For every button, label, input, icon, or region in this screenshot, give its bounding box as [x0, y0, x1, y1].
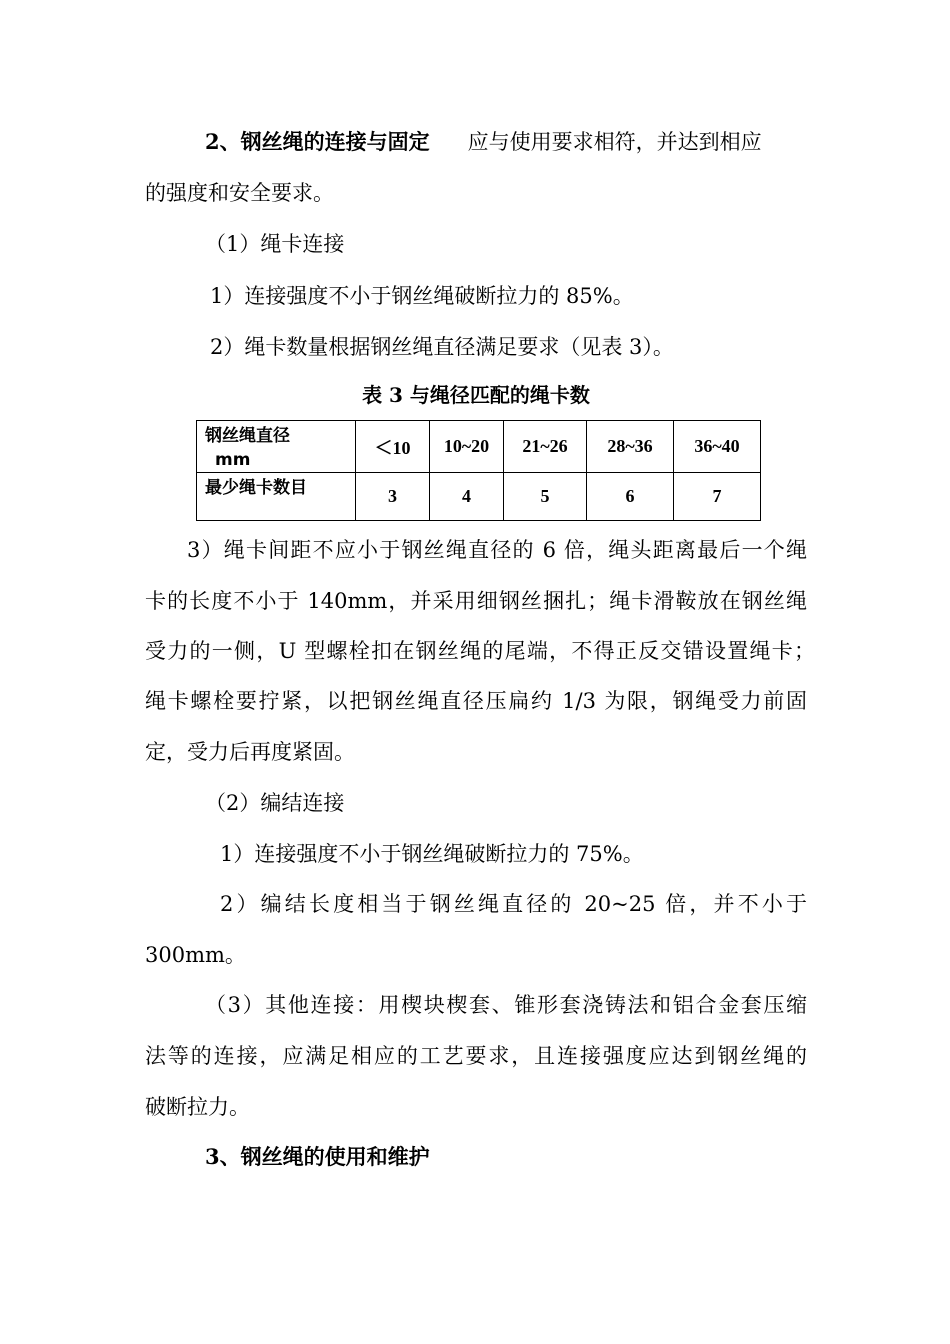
- section2-second-line: 的强度和安全要求。: [145, 181, 334, 205]
- clip-count-table: [196, 420, 761, 521]
- spacing-line: 绳卡螺栓要拧紧，以把钢丝绳直径压扁约 1/3 为限，钢绳受力前固: [145, 689, 807, 713]
- diameter-cell: 36~40: [674, 421, 761, 473]
- other-line: 破断拉力。: [145, 1095, 250, 1119]
- count-cell: 6: [587, 473, 674, 521]
- braid-item-1: 1）连接强度不小于钢丝绳破断拉力的 75%。: [220, 842, 644, 866]
- header-label-text: 钢丝绳直径: [205, 426, 290, 446]
- clip-item-1: 1）连接强度不小于钢丝绳破断拉力的 85%。: [210, 284, 634, 308]
- braid-title: （2）编结连接: [205, 791, 345, 815]
- count-cell: 4: [430, 473, 504, 521]
- section2-heading: 2、钢丝绳的连接与固定: [205, 129, 430, 154]
- count-cell: 3: [356, 473, 430, 521]
- count-label: 最少绳卡数目: [197, 473, 356, 521]
- diameter-cell: 21~26: [504, 421, 587, 473]
- header-label: [197, 421, 356, 473]
- clip-item-2: 2）绳卡数量根据钢丝绳直径满足要求（见表 3）。: [210, 335, 674, 359]
- count-cell: 7: [674, 473, 761, 521]
- section2-first-line: [205, 128, 807, 156]
- diameter-cell: 28~36: [587, 421, 674, 473]
- spacing-line: 3）绳卡间距不应小于钢丝绳直径的 6 倍，绳头距离最后一个绳: [187, 538, 807, 562]
- section2-text: 应与使用要求相符，并达到相应: [467, 130, 762, 154]
- table-row: [197, 473, 761, 521]
- diameter-cell: 10~20: [430, 421, 504, 473]
- table-caption: 表 3 与绳径匹配的绳卡数: [362, 383, 590, 407]
- braid-item-2-cont: 300mm。: [145, 943, 246, 967]
- braid-item-2: 2）编结长度相当于钢丝绳直径的 20~25 倍，并不小于: [220, 892, 807, 916]
- spacing-line: 定，受力后再度紧固。: [145, 740, 355, 764]
- count-cell: 5: [504, 473, 587, 521]
- section3-heading: 3、钢丝绳的使用和维护: [205, 1144, 430, 1169]
- other-line: （3）其他连接：用楔块楔套、锥形套浇铸法和铝合金套压缩: [205, 993, 807, 1017]
- spacing-line: 受力的一侧，U 型螺栓扣在钢丝绳的尾端，不得正反交错设置绳卡；: [145, 639, 815, 663]
- header-label-unit: mm: [215, 450, 251, 470]
- clip-title: （1）绳卡连接: [205, 232, 345, 256]
- table-row: [197, 421, 761, 473]
- other-line: 法等的连接，应满足相应的工艺要求，且连接强度应达到钢丝绳的: [145, 1044, 807, 1068]
- diameter-cell: ＜10: [356, 421, 430, 473]
- spacing-line: 卡的长度不小于 140mm，并采用细钢丝捆扎；绳卡滑鞍放在钢丝绳: [145, 589, 807, 613]
